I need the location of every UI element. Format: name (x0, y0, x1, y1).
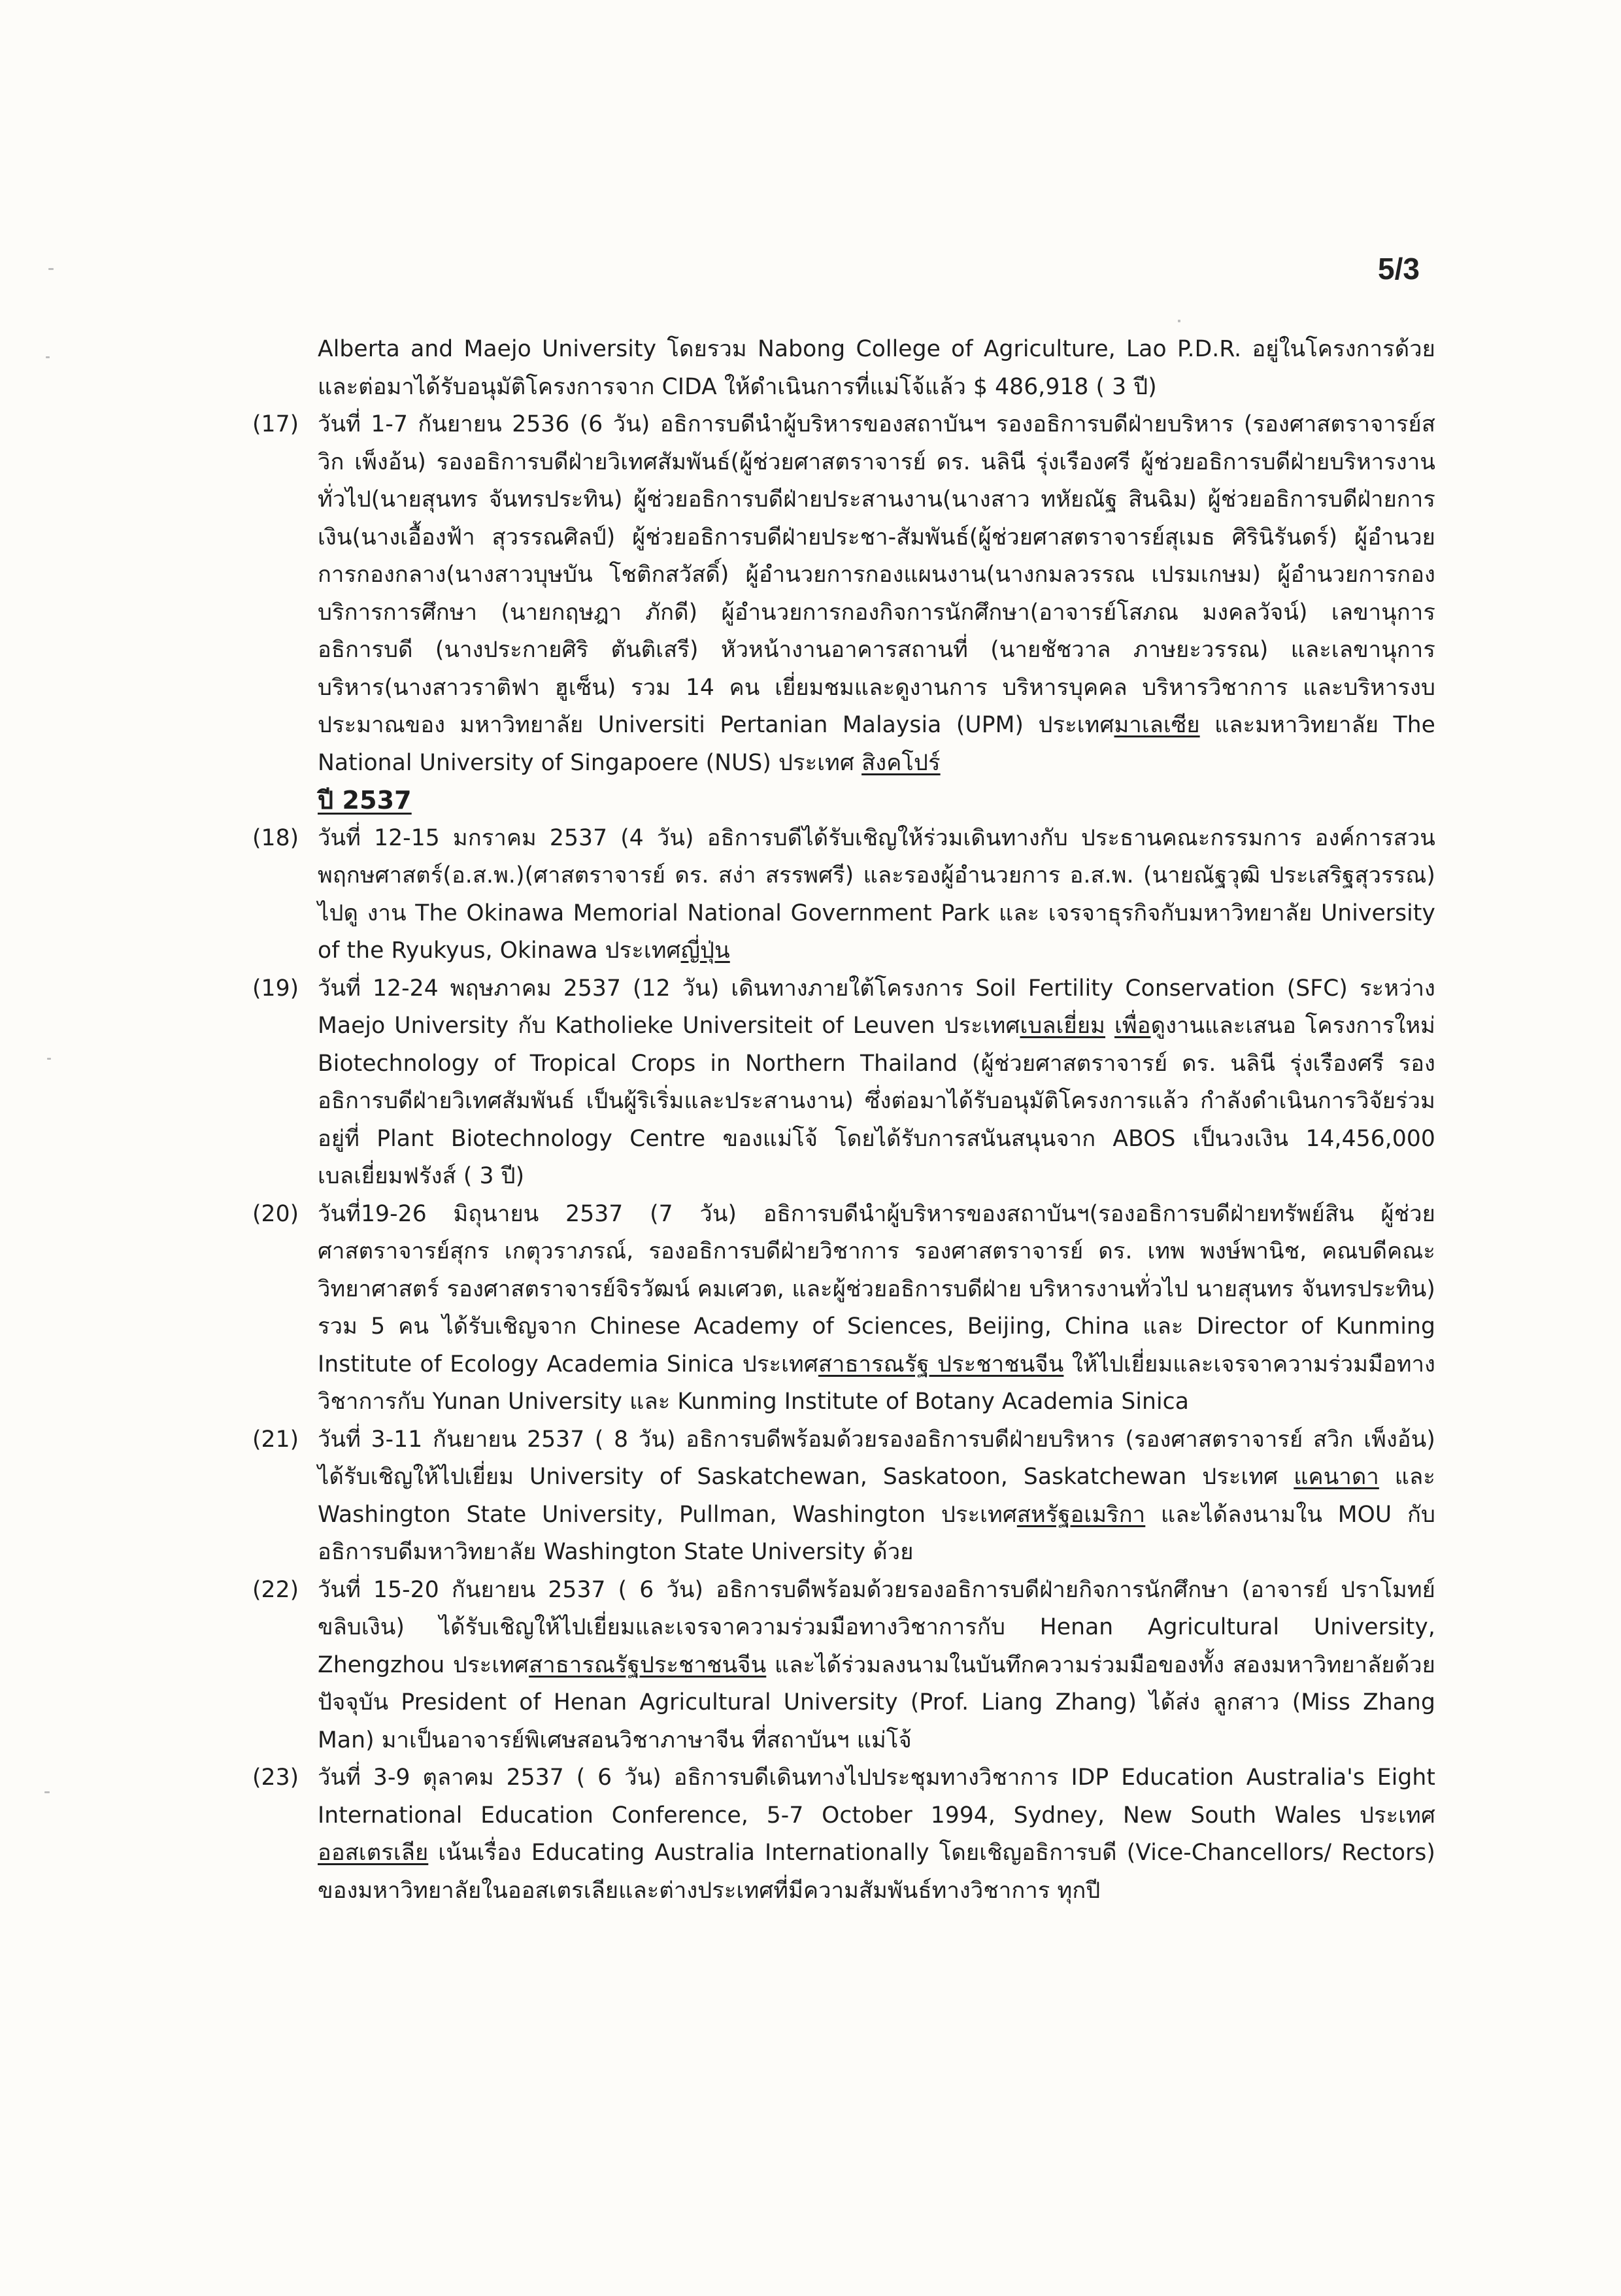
country-singapore: สิงคโปร์ (861, 749, 941, 776)
list-item-22 (252, 1572, 1435, 1760)
item-body: วันที่ 15-20 กันยายน 2537 ( 6 วัน) อธิการบดีพร้อมด้วยรองอธิการบดีฝ่ายกิจการนักศึกษา (อาจารย์ ปราโมทย์ ขลิบเงิน) ได้รับเชิญให้ไปเยี่ยมและเจรจาความร่วมมือทางวิชาการกับ Henan Agricultural University, Zhengzhou ประเทศ (318, 1576, 1435, 1678)
item-body: วันที่ 1-7 กันยายน 2536 (6 วัน) อธิการบดีนำผู้บริหารของสถาบันฯ รองอธิการบดีฝ่ายบริหาร (รองศาสตราจารย์สวิก เพ็งอ้น) รองอธิการบดีฝ่ายวิเทศสัมพันธ์(ผู้ช่วยศาสตราจารย์ ดร. นลินี รุ่งเรืองศรี ผู้ช่วยอธิการบดีฝ่ายบริหารงานทั่วไป(นายสุนทร จันทรประทิน) ผู้ช่วยอธิการบดีฝ่ายประสานงาน(นางสาว ทหัยณัฐ สินฉิม) ผู้ช่วยอธิการบดีฝ่ายการเงิน(นางเอื้องฟ้า สุวรรณศิลป์) ผู้ช่วยอธิการบดีฝ่ายประชา-สัมพันธ์(ผู้ช่วยศาสตราจารย์สุเมธ ศิรินิรันดร์) ผู้อำนวยการกองกลาง(นางสาวบุษบัน โชติกสวัสดิ์) ผู้อำนวยการกองแผนงาน(นางกมลวรรณ เปรมเกษม) ผู้อำนวยการกองบริการการศึกษา (นายกฤษฎา ภักดี) ผู้อำนวยการกองกิจการนักศึกษา(อาจารย์โสภณ มงคลวัจน์) เลขานุการอธิการบดี (นางประกายศิริ ตันติเสรี) หัวหน้างานอาคารสถานที่ (นายชัชวาล ภาษยะวรรณ) และเลขานุการบริหาร(นางสาวราติฟา ฮูเซ็น) รวม 14 คน เยี่ยมชมและดูงานการ บริหารบุคคล บริหารวิชาการ และบริหารงบประมาณของ มหาวิทยาลัย Universiti Pertanian Malaysia (UPM) ประเทศ (318, 411, 1435, 738)
item-number: (20) (252, 1200, 299, 1227)
intro-text: Alberta and Maejo University โดยรวม Nabong College of Agriculture, Lao P.D.R. อยู่ในโครงการด้วย และต่อมาได้รับอนุมัติโครงการจาก CIDA ให้ดำเนินการที่แม่โจ้แล้ว $ 486,918 ( 3 ปี) (318, 336, 1435, 400)
list-item-18 (252, 820, 1435, 970)
item-text (318, 1759, 1435, 1910)
item-tail: และได้ร่วมลงนามในบันทึกความร่วมมือของทั้ง สองมหาวิทยาลัยด้วย ปัจจุบัน President of Henan Agricultural University (Prof. Liang Zhang) ได้ส่ง ลูกสาว (Miss Zhang Man) มาเป็นอาจารย์พิเศษสอนวิชาภาษาจีน ที่สถาบันฯ แม่โจ้ (318, 1651, 1435, 1753)
scan-speck (46, 356, 50, 358)
item-text (318, 1196, 1435, 1421)
item-number: (22) (252, 1576, 299, 1603)
item-text (318, 406, 1435, 782)
item-text (318, 1421, 1435, 1572)
item-number: (23) (252, 1764, 299, 1791)
list-item-23 (252, 1759, 1435, 1910)
scan-speck (1178, 320, 1180, 322)
year-heading-text: ปี 2537 (318, 786, 412, 815)
item-text (318, 1572, 1435, 1760)
item-mid: และ Washington State University, Pullman, Washington ประเทศ (318, 1464, 1435, 1528)
item-mid (1105, 1013, 1114, 1039)
country-canada: แคนาดา (1294, 1464, 1379, 1490)
item-body: วันที่ 12-24 พฤษภาคม 2537 (12 วัน) เดินทางภายใต้โครงการ Soil Fertility Conservation (SFC) ระหว่าง Maejo University กับ Katholieke Universiteit of Leuven ประเทศ (318, 975, 1435, 1039)
item-text (318, 970, 1435, 1196)
list-item-21 (252, 1421, 1435, 1572)
item-body: วันที่19-26 มิถุนายน 2537 (7 วัน) อธิการบดีนำผู้บริหารของสถาบันฯ(รองอธิการบดีฝ่ายทรัพย์สิน ผู้ช่วยศาสตราจารย์สุกร เกตุวราภรณ์, รองอธิการบดีฝ่ายวิชาการ รองศาสตราจารย์ ดร. เทพ พงษ์พานิช, คณบดีคณะวิทยาศาสตร์ รองศาสตราจารย์จิรวัฒน์ คมเศวต, และผู้ช่วยอธิการบดีฝ่าย บริหารงานทั่วไป นายสุนทร จันทรประทิน) รวม 5 คน ได้รับเชิญจาก Chinese Academy of Sciences, Beijing, China และ Director of Kunming Institute of Ecology Academia Sinica ประเทศ (318, 1200, 1435, 1377)
country-malaysia: มาเลเซีย (1114, 712, 1200, 738)
item-tail: เน้นเรื่อง Educating Australia Internationally โดยเชิญอธิการบดี (Vice-Chancellors/ Rectors) ของมหาวิทยาลัยในออสเตรเลียและต่างประเทศที่มีความสัมพันธ์ทางวิชาการ ทุกปี (318, 1840, 1435, 1904)
item-mid: และมหาวิทยาลัย The National University of Singapoere (NUS) ประเทศ (318, 712, 1436, 776)
item-underline-2: เพื่อ (1114, 1013, 1151, 1039)
item-text (318, 820, 1435, 970)
item-body: วันที่ 3-11 กันยายน 2537 ( 8 วัน) อธิการบดีพร้อมด้วยรองอธิการบดีฝ่ายบริหาร (รองศาสตราจารย์ สวิก เพ็งอ้น) ได้รับเชิญให้ไปเยี่ยม University of Saskatchewan, Saskatoon, Saskatchewan ประเทศ (318, 1426, 1435, 1490)
list-item-19 (252, 970, 1435, 1196)
item-body: วันที่ 12-15 มกราคม 2537 (4 วัน) อธิการบดีได้รับเชิญให้ร่วมเดินทางกับ ประธานคณะกรรมการ องค์การสวนพฤกษศาสตร์(อ.ส.พ.)(ศาสตราจารย์ ดร. สง่า สรรพศรี) และรองผู้อำนวยการ อ.ส.พ. (นายณัฐวุฒิ ประเสริฐสุวรรณ) ไปดู งาน The Okinawa Memorial National Government Park และ เจรจาธุรกิจกับมหาวิทยาลัย University of the Ryukyus, Okinawa ประเทศ (318, 824, 1435, 964)
item-tail: ดูงานและเสนอ โครงการใหม่ Biotechnology of Tropical Crops in Northern Thailand (ผู้ช่วยศาสตราจารย์ ดร. นลินี รุ่งเรืองศรี รองอธิการบดีฝ่ายวิเทศสัมพันธ์ เป็นผู้ริเริ่มและประสานงาน) ซึ่งต่อมาได้รับอนุมัติโครงการแล้ว กำลังดำเนินการวิจัยร่วมอยู่ที่ Plant Biotechnology Centre ของแม่โจ้ โดยได้รับการสนันสนุนจาก ABOS เป็นวงเงิน 14,456,000 เบลเยี่ยมฟรังส์ ( 3 ปี) (318, 1013, 1435, 1189)
intro-paragraph (252, 331, 1435, 406)
country-china: สาธารณรัฐประชาชนจีน (529, 1651, 767, 1678)
scan-speck (48, 268, 54, 270)
year-heading (252, 782, 1435, 820)
list-item-20 (252, 1196, 1435, 1421)
page-number: 5/3 (1378, 252, 1420, 286)
country-australia: ออสเตรเลีย (318, 1840, 429, 1866)
scan-speck (44, 1791, 50, 1793)
item-tail: และได้ลงนามใน MOU กับอธิการบดีมหาวิทยาลัย Washington State University ด้วย (318, 1501, 1436, 1565)
document-body (252, 331, 1435, 1910)
scan-speck (47, 1058, 51, 1060)
item-number: (17) (252, 411, 299, 437)
country-china: สาธารณรัฐ ประชาชนจีน (818, 1351, 1064, 1377)
item-number: (19) (252, 975, 299, 1002)
item-body: วันที่ 3-9 ตุลาคม 2537 ( 6 วัน) อธิการบดีเดินทางไปประชุมทางวิชาการ IDP Education Australia's Eight International Education Conference, 5-7 October 1994, Sydney, New South Wales ประเทศ (318, 1764, 1435, 1829)
country-usa: สหรัฐอเมริกา (1016, 1501, 1146, 1528)
list-item-17 (252, 406, 1435, 782)
item-number: (18) (252, 824, 299, 851)
country-japan: ญี่ปุ่น (680, 937, 730, 964)
item-number: (21) (252, 1426, 299, 1453)
country-belgium: เบลเยี่ยม (1020, 1013, 1106, 1039)
item-tail: ให้ไปเยี่ยมและเจรจาความร่วมมือทางวิชาการกับ Yunan University และ Kunming Institute of Botany Academia Sinica (318, 1351, 1435, 1415)
